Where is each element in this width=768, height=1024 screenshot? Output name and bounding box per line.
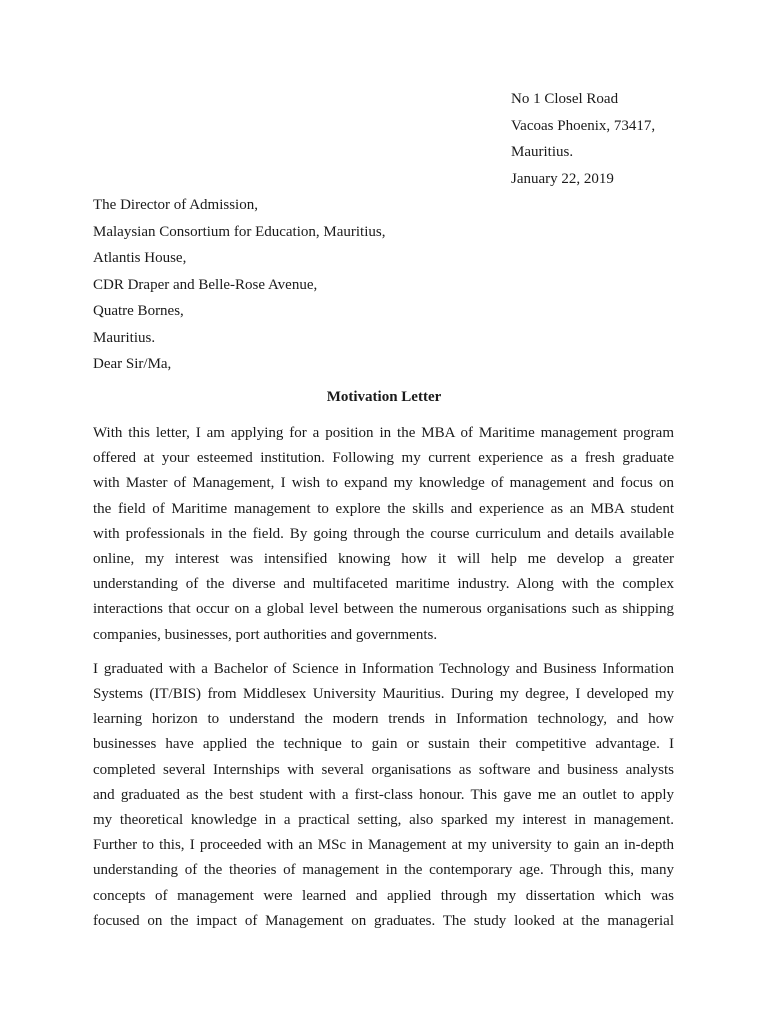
- paragraph-line: learning horizon to understand the modern trends in Information technology, and how: [93, 711, 674, 728]
- paragraph-line: with professionals in the field. By going through the course curriculum and details available: [93, 525, 674, 542]
- recipient-line: Malaysian Consortium for Education, Mauritius,: [93, 223, 386, 240]
- recipient-line: The Director of Admission,: [93, 197, 258, 213]
- recipient-line: CDR Draper and Belle-Rose Avenue,: [93, 276, 318, 293]
- paragraph-line: completed several Internships with several organisations as software and business analysts: [93, 761, 674, 778]
- recipient-line: Quatre Bornes,: [93, 303, 184, 319]
- recipient-line: Atlantis House,: [93, 250, 187, 266]
- paragraph-line: my theoretical knowledge in a practical setting, also sparked my interest in management.: [93, 812, 674, 829]
- paragraph-line: online, my interest was intensified knowing how it will help me develop a greater: [93, 551, 674, 568]
- paragraph-line: companies, businesses, port authorities and governments.: [93, 626, 438, 643]
- sender-address: [511, 86, 655, 192]
- letter-body: [93, 421, 674, 943]
- paragraph-line: Further to this, I proceeded with an MSc in Management at my university to gain an in-depth: [93, 837, 674, 854]
- paragraph-line: concepts of management were learned and applied through my dissertation which was: [93, 887, 674, 904]
- paragraph-line: focused on the impact of Management on graduates. The study looked at the managerial: [93, 912, 674, 929]
- paragraph-education: [93, 657, 674, 934]
- letter-title: Motivation Letter: [326, 389, 442, 405]
- paragraph-line: understanding of the theories of management in the contemporary age. Through this, many: [93, 862, 674, 879]
- paragraph-line: with Master of Management, I wish to expand my knowledge of management and focus on: [93, 475, 674, 492]
- paragraph-line: With this letter, I am applying for a position in the MBA of Maritime management program: [93, 425, 674, 441]
- paragraph-line: and graduated as the best student with a first-class honour. This gave me an outlet to apply: [93, 786, 674, 803]
- paragraph-intro: [93, 421, 674, 648]
- paragraph-line: I graduated with a Bachelor of Science in Information Technology and Business Information: [93, 660, 674, 677]
- paragraph-line: Systems (IT/BIS) from Middlesex University Mauritius. During my degree, I developed my: [93, 686, 674, 703]
- paragraph-line: offered at your esteemed institution. Following my current experience as a fresh graduate: [93, 450, 674, 467]
- paragraph-line: the field of Maritime management to explore the skills and experience as an MBA student: [93, 500, 674, 517]
- paragraph-line: interactions that occur on a global level between the numerous organisations such as shipping: [93, 601, 674, 618]
- paragraph-line: businesses have applied the technique to gain or sustain their competitive advantage. I: [93, 736, 674, 753]
- sender-address-line: No 1 Closel Road: [511, 91, 619, 107]
- letter-date: January 22, 2019: [511, 170, 614, 187]
- salutation: Dear Sir/Ma,: [93, 356, 172, 372]
- sender-address-line: Mauritius.: [511, 144, 574, 160]
- recipient-line: Mauritius.: [93, 329, 156, 346]
- recipient-address: [93, 192, 385, 378]
- sender-address-line: Vacoas Phoenix, 73417,: [511, 117, 656, 134]
- paragraph-line: understanding of the diverse and multifaceted maritime industry. Along with the complex: [93, 576, 674, 593]
